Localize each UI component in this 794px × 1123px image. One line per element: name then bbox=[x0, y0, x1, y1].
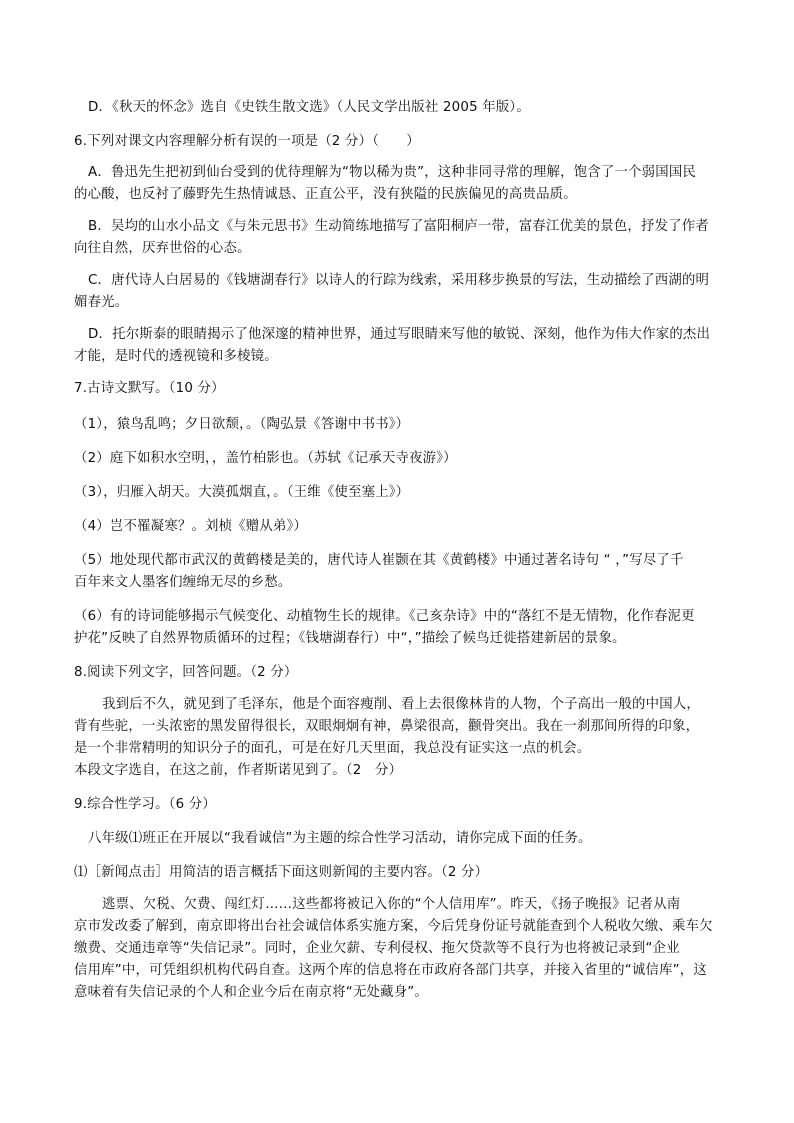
q9-news-line2: 京市发改委了解到，南京即将出台社会诚信体系实施方案，今后凭身份证号就能查到个人税收欠缴、乘车欠 bbox=[74, 919, 713, 934]
q7-item-6-line1: （6）有的诗词能够揭示气候变化、动植物生长的规律。《己亥杂诗》中的“落红不是无情物，化作春泥更 bbox=[74, 609, 695, 624]
q9-news-line4: 信用库”中，可凭组织机构代码自查。这两个库的信息将在市政府各部门共享，并接入省里的“诚信库”，这 bbox=[74, 963, 707, 978]
q9-news-line1: 逃票、欠税、欠费、闯红灯……这些都将被记入你的“个人信用库”。昨天，《扬子晚报》记者从南 bbox=[102, 897, 681, 912]
q7-item-3: （3），归雁入胡天。大漠孤烟直，。（王维《使至塞上》） bbox=[74, 485, 410, 500]
q9-stem: 9.综合性学习。（6 分） bbox=[74, 797, 216, 812]
q6-option-c-line2: 媚春光。 bbox=[74, 295, 129, 310]
q9-intro: 八年级⑴班正在开展以“我看诚信”为主题的综合性学习活动，请你完成下面的任务。 bbox=[88, 831, 592, 846]
q6-option-a-line2: 的心酸，也反衬了藤野先生热情诚恳、正直公平，没有狭隘的民族偏见的高贵品质。 bbox=[74, 187, 577, 202]
q7-item-5-line1: （5）地处现代都市武汉的黄鹤楼是美的，唐代诗人崔颢在其《黄鹤楼》中通过著名诗句 “ ，”写尽了千 bbox=[74, 553, 684, 568]
q6-stem: 6.下列对课文内容理解分析有误的一项是（2 分）（ ） bbox=[74, 134, 420, 149]
q5-option-d: D．《秋天的怀念》选自《史铁生散文选》（人民文学出版社 2005 年版）。 bbox=[88, 100, 530, 115]
q9-news-line3: 缴费、交通违章等“失信记录”。同时，企业欠薪、专利侵权、拖欠贷款等不良行为也将被记录到“企业 bbox=[74, 941, 680, 956]
q7-item-6-line2: 护花”反映了自然界物质循环的过程；《钱塘湖春行）中“，”描绘了候鸟迁徙搭建新居的景象。 bbox=[74, 631, 626, 646]
q6-option-d-line1: D．托尔斯泰的眼睛揭示了他深邃的精神世界，通过写眼睛来写他的敏锐、深刻，他作为伟大作家的杰出 bbox=[88, 327, 711, 342]
q8-passage-line3: 是一个非常精明的知识分子的面孔，可是在好几天里面，我总没有证实这一点的机会。 bbox=[74, 741, 591, 756]
q6-option-c-line1: C．唐代诗人白居易的《钱塘湖春行》以诗人的行踪为线索，采用移步换景的写法，生动描绘了西湖的明 bbox=[88, 273, 710, 288]
q6-option-b-line2: 向往自然，厌弃世俗的心态。 bbox=[74, 241, 251, 256]
q8-stem: 8.阅读下列文字，回答问题。（2 分） bbox=[74, 665, 298, 680]
q7-item-1: （1），猿鸟乱鸣；夕日欲颓，。（陶弘景《答谢中书书》） bbox=[74, 417, 410, 432]
q6-option-a-line1: A．鲁迅先生把初到仙台受到的优待理解为“物以稀为贵”，这种非同寻常的理解，饱含了一个弱国国民 bbox=[88, 165, 697, 180]
q6-option-b-line1: B．吴均的山水小品文《与朱元思书》生动简练地描写了富阳桐庐一带，富春江优美的景色，抒发了作者 bbox=[88, 219, 709, 234]
q9-task-1: ⑴［新闻点击］用简洁的语言概括下面这则新闻的主要内容。（2 分） bbox=[74, 865, 489, 880]
q7-item-5-line2: 百年来文人墨客们缠绵无尽的乡愁。 bbox=[74, 575, 292, 590]
q7-item-2: （2）庭下如积水空明，，盖竹柏影也。（苏轼《记承天寺夜游》） bbox=[74, 451, 457, 466]
q7-stem: 7.古诗文默写。（10 分） bbox=[74, 381, 225, 396]
q6-option-d-line2: 才能，是时代的透视镜和多棱镜。 bbox=[74, 349, 278, 364]
q8-question: 本段文字选自，在这之前，作者斯诺见到了。（2 分） bbox=[74, 763, 403, 778]
q9-news-line5: 意味着有失信记录的个人和企业今后在南京将“无处藏身”。 bbox=[74, 985, 429, 1000]
q7-item-4: （4）岂不罹凝寒？。刘桢《赠从弟》） bbox=[74, 519, 308, 534]
q8-passage-line1: 我到后不久，就见到了毛泽东，他是个面容瘦削、看上去很像林肯的人物，个子高出一般的中国人， bbox=[102, 697, 700, 712]
q8-passage-line2: 背有些驼，一头浓密的黑发留得很长，双眼炯炯有神，鼻梁很高，颧骨突出。我在一刹那间所得的印象， bbox=[74, 719, 700, 734]
